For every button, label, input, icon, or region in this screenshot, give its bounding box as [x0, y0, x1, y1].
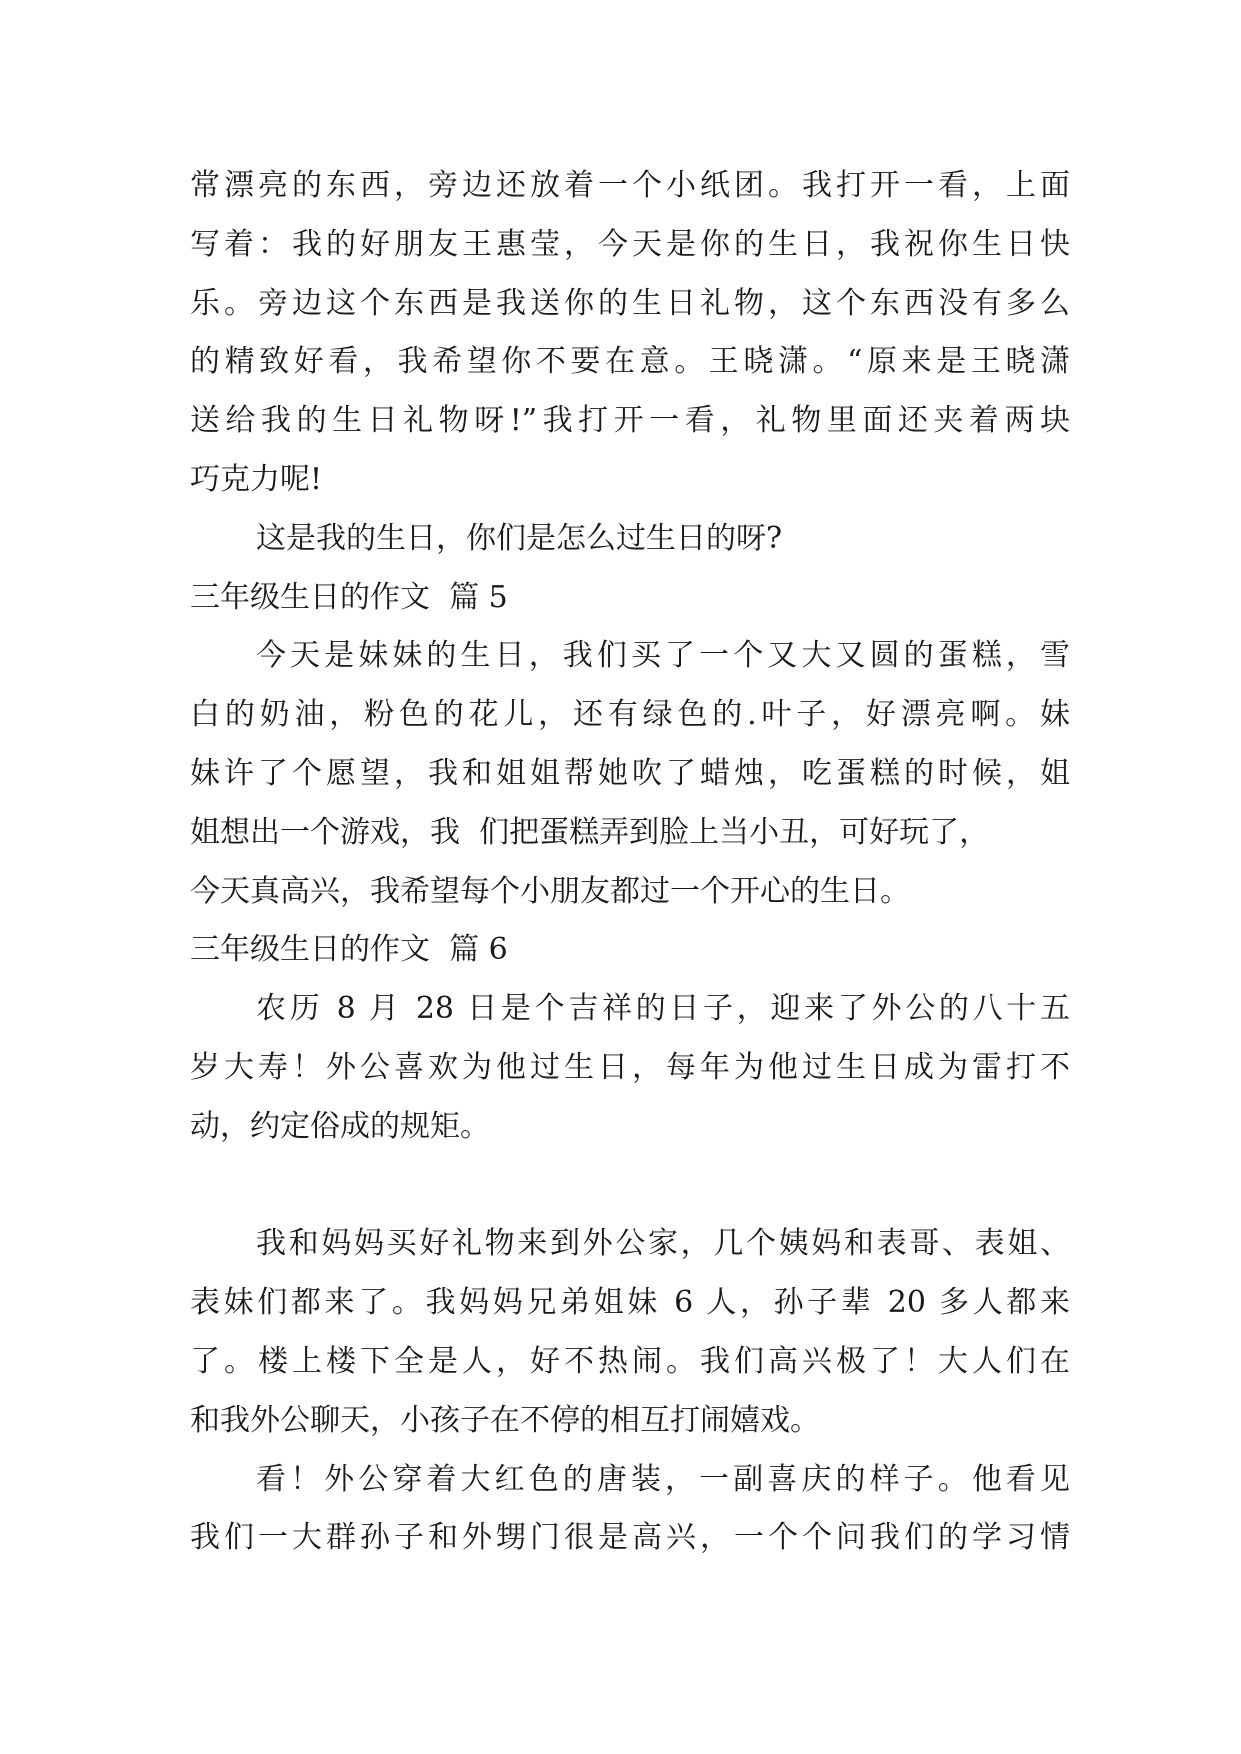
paragraph-line: 的精致好看，我希望你不要在意。王晓潇。“原来是王晓潇	[190, 344, 1070, 380]
essay-text	[190, 157, 1070, 1568]
paragraph-line: 我和妈妈买好礼物来到外公家，几个姨妈和表哥、表姐、	[256, 1226, 1070, 1262]
paragraph-line: 白的奶油，粉色的花儿，还有绿色的.叶子，好漂亮啊。妹	[190, 697, 1070, 733]
paragraph-line: 我们一大群孙子和外甥门很是高兴，一个个问我们的学习情	[190, 1520, 1070, 1556]
paragraph-line: 写着：我的好朋友王惠莹，今天是你的生日，我祝你生日快	[190, 226, 1070, 262]
paragraph-line: 岁大寿！外公喜欢为他过生日，每年为他过生日成为雷打不	[190, 1049, 1070, 1085]
section-heading: 三年级生日的作文 篇 6	[190, 932, 508, 968]
paragraph-line: 今天是妹妹的生日，我们买了一个又大又圆的蛋糕，雪	[256, 638, 1070, 674]
section-heading: 三年级生日的作文 篇 5	[190, 579, 508, 615]
paragraph-line: 农历 8 月 28 日是个吉祥的日子，迎来了外公的八十五	[256, 991, 1070, 1027]
paragraph-line: 妹许了个愿望，我和姐姐帮她吹了蜡烛，吃蛋糕的时候，姐	[190, 755, 1070, 791]
paragraph-line: 常漂亮的东西，旁边还放着一个小纸团。我打开一看，上面	[190, 168, 1070, 203]
paragraph-gap	[190, 1157, 1070, 1216]
paragraph-line: 今天真高兴，我希望每个小朋友都过一个开心的生日。	[190, 873, 910, 909]
paragraph-line: 乐。旁边这个东西是我送你的生日礼物，这个东西没有多么	[190, 285, 1070, 321]
paragraph-line: 了。楼上楼下全是人，好不热闹。我们高兴极了！大人们在	[190, 1343, 1070, 1379]
paragraph-line: 送给我的生日礼物呀!”我打开一看，礼物里面还夹着两块	[190, 403, 1070, 439]
paragraph-line: 表妹们都来了。我妈妈兄弟姐妹 6 人，孙子辈 20 多人都来	[190, 1285, 1070, 1321]
paragraph-line: 和我外公聊天，小孩子在不停的相互打闹嬉戏。	[190, 1402, 820, 1438]
paragraph-line: 巧克力呢!	[190, 461, 323, 497]
paragraph-line: 这是我的生日，你们是怎么过生日的呀?	[256, 520, 783, 556]
paragraph-line: 看！外公穿着大红色的唐装，一副喜庆的样子。他看见	[256, 1461, 1070, 1497]
paragraph-line: 动，约定俗成的规矩。	[190, 1108, 490, 1144]
paragraph-line: 姐想出一个游戏，我 们把蛋糕弄到脸上当小丑，可好玩了，	[190, 814, 990, 850]
